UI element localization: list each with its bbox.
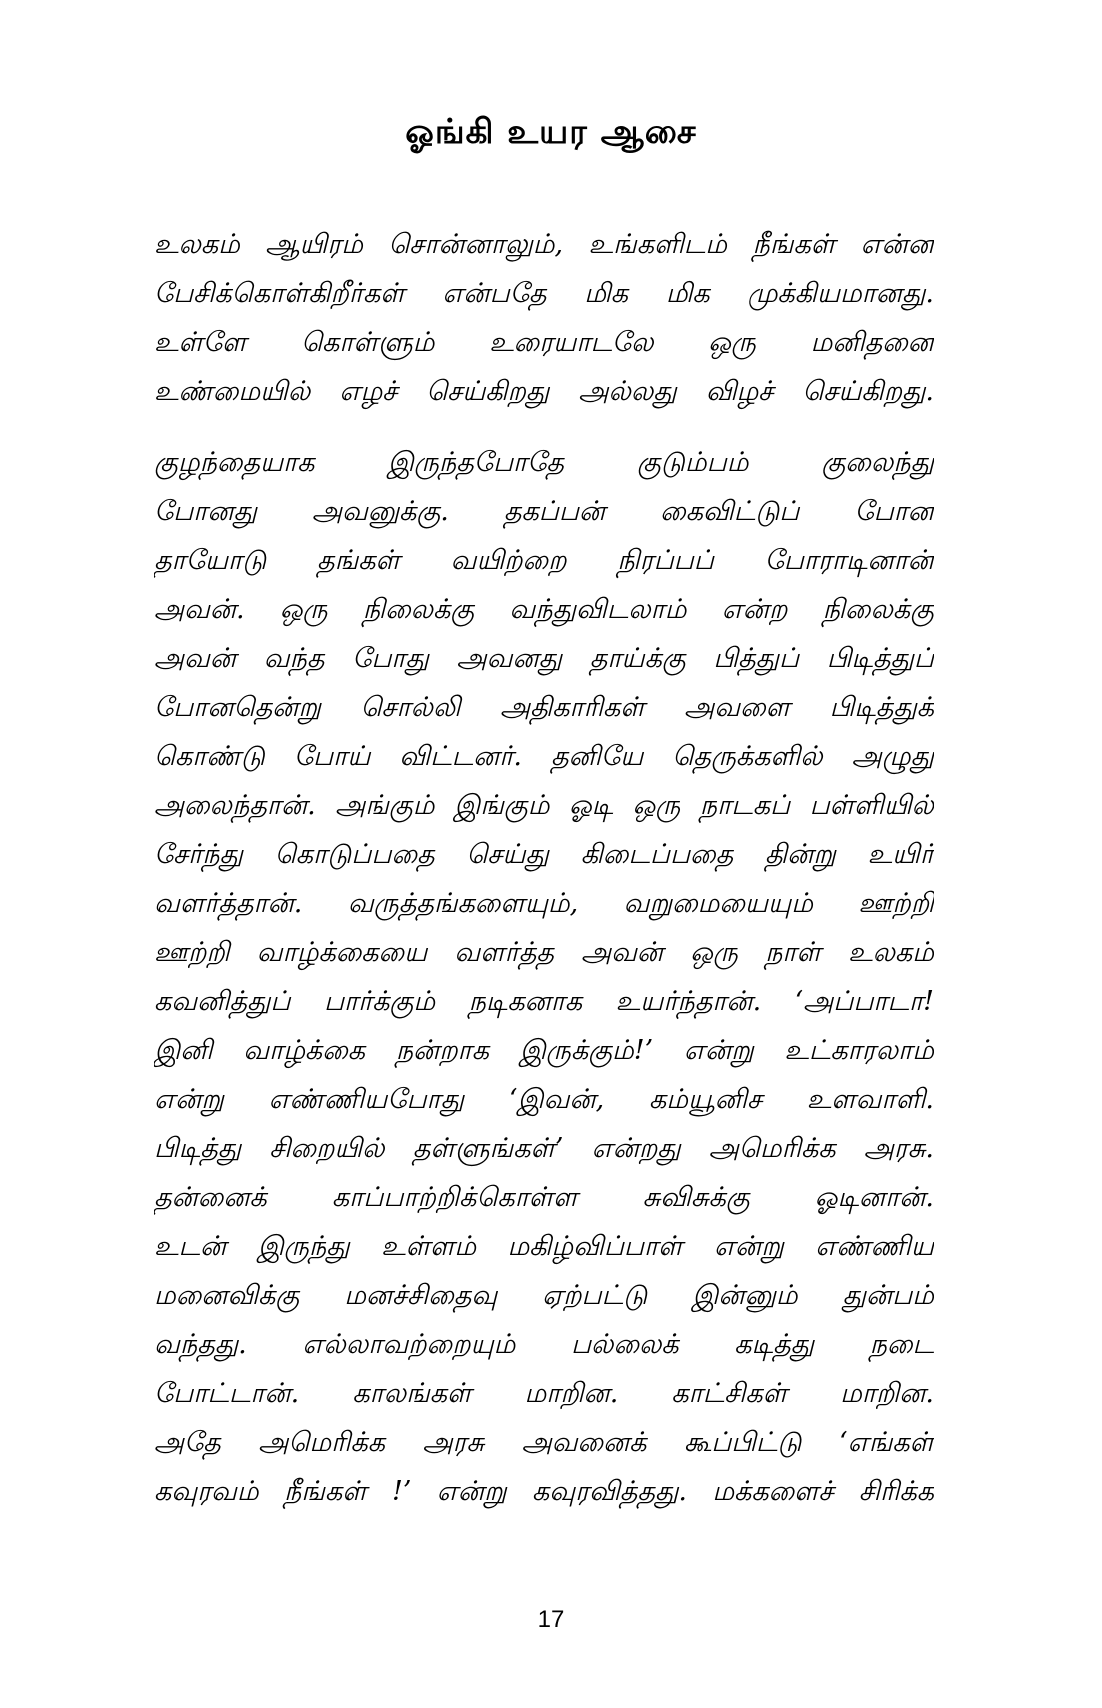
paragraph-line: உள்ளே கொள்ளும் உரையாடலே ஒரு மனிதனை: [154, 327, 934, 358]
paragraph-line: அதே அமெரிக்க அரசு அவனைக் கூப்பிட்டு ‘எங்கள்: [154, 1427, 934, 1458]
paragraph-line: வந்தது. எல்லாவற்றையும் பல்லைக் கடித்து நடை: [154, 1329, 934, 1360]
paragraph-line: கொண்டு போய் விட்டனர். தனியே தெருக்களில் அழுது: [154, 741, 934, 772]
paragraph-line: போனது அவனுக்கு. தகப்பன் கைவிட்டுப் போன: [154, 496, 934, 527]
paragraph-line: குழந்தையாக இருந்தபோதே குடும்பம் குலைந்து: [154, 447, 934, 478]
paragraph-line: கவனித்துப் பார்க்கும் நடிகனாக உயர்ந்தான். ‘அப்பாடா!: [154, 986, 934, 1017]
page-number: 17: [537, 1606, 565, 1633]
paragraph-line: அலைந்தான். அங்கும் இங்கும் ஓடி ஒரு நாடகப் பள்ளியில்: [154, 790, 934, 821]
paragraph-line: சேர்ந்து கொடுப்பதை செய்து கிடைப்பதை தின்று உயிர்: [154, 839, 934, 870]
paragraph-1: [154, 220, 934, 416]
paragraph-line: இனி வாழ்க்கை நன்றாக இருக்கும்!’ என்று உட்காரலாம்: [154, 1035, 934, 1066]
paragraph-line: உண்மையில் எழச் செய்கிறது அல்லது விழச் செய்கிறது.: [154, 376, 934, 407]
paragraph-line: ஊற்றி வாழ்க்கையை வளர்த்த அவன் ஒரு நாள் உலகம்: [154, 937, 934, 968]
paragraph-line: உலகம் ஆயிரம் சொன்னாலும், உங்களிடம் நீங்கள் என்ன: [154, 229, 934, 260]
paragraph-line: போட்டான். காலங்கள் மாறின. காட்சிகள் மாறின.: [154, 1378, 934, 1409]
paragraph-line: என்று எண்ணியபோது ‘இவன், கம்யூனிச உளவாளி.: [154, 1084, 934, 1115]
paragraph-2: [154, 438, 934, 1516]
paragraph-line: கவுரவம் நீங்கள் !’ என்று கவுரவித்தது. மக்களைச் சிரிக்க: [154, 1476, 934, 1507]
paragraph-line: போனதென்று சொல்லி அதிகாரிகள் அவளை பிடித்துக்: [154, 692, 934, 723]
paragraph-line: மனைவிக்கு மனச்சிதைவு ஏற்பட்டு இன்னும் துன்பம்: [154, 1280, 934, 1311]
page-title: ஓங்கி உயர ஆசை: [405, 112, 697, 152]
paragraph-line: அவன். ஒரு நிலைக்கு வந்துவிடலாம் என்ற நிலைக்கு: [154, 594, 934, 625]
paragraph-line: பேசிக்கொள்கிறீர்கள் என்பதே மிக மிக முக்கியமானது.: [154, 278, 934, 309]
paragraph-line: வளர்த்தான். வருத்தங்களையும், வறுமையையும் ஊற்றி: [154, 888, 934, 919]
paragraph-line: அவன் வந்த போது அவனது தாய்க்கு பித்துப் பிடித்துப்: [154, 643, 934, 674]
paragraph-line: உடன் இருந்து உள்ளம் மகிழ்விப்பாள் என்று எண்ணிய: [154, 1231, 934, 1262]
paragraph-line: தாயோடு தங்கள் வயிற்றை நிரப்பப் போராடினான்: [154, 545, 934, 576]
paragraph-line: தன்னைக் காப்பாற்றிக்கொள்ள சுவிசுக்கு ஓடினான்.: [154, 1182, 934, 1213]
paragraph-line: பிடித்து சிறையில் தள்ளுங்கள்’ என்றது அமெரிக்க அரசு.: [154, 1133, 934, 1164]
